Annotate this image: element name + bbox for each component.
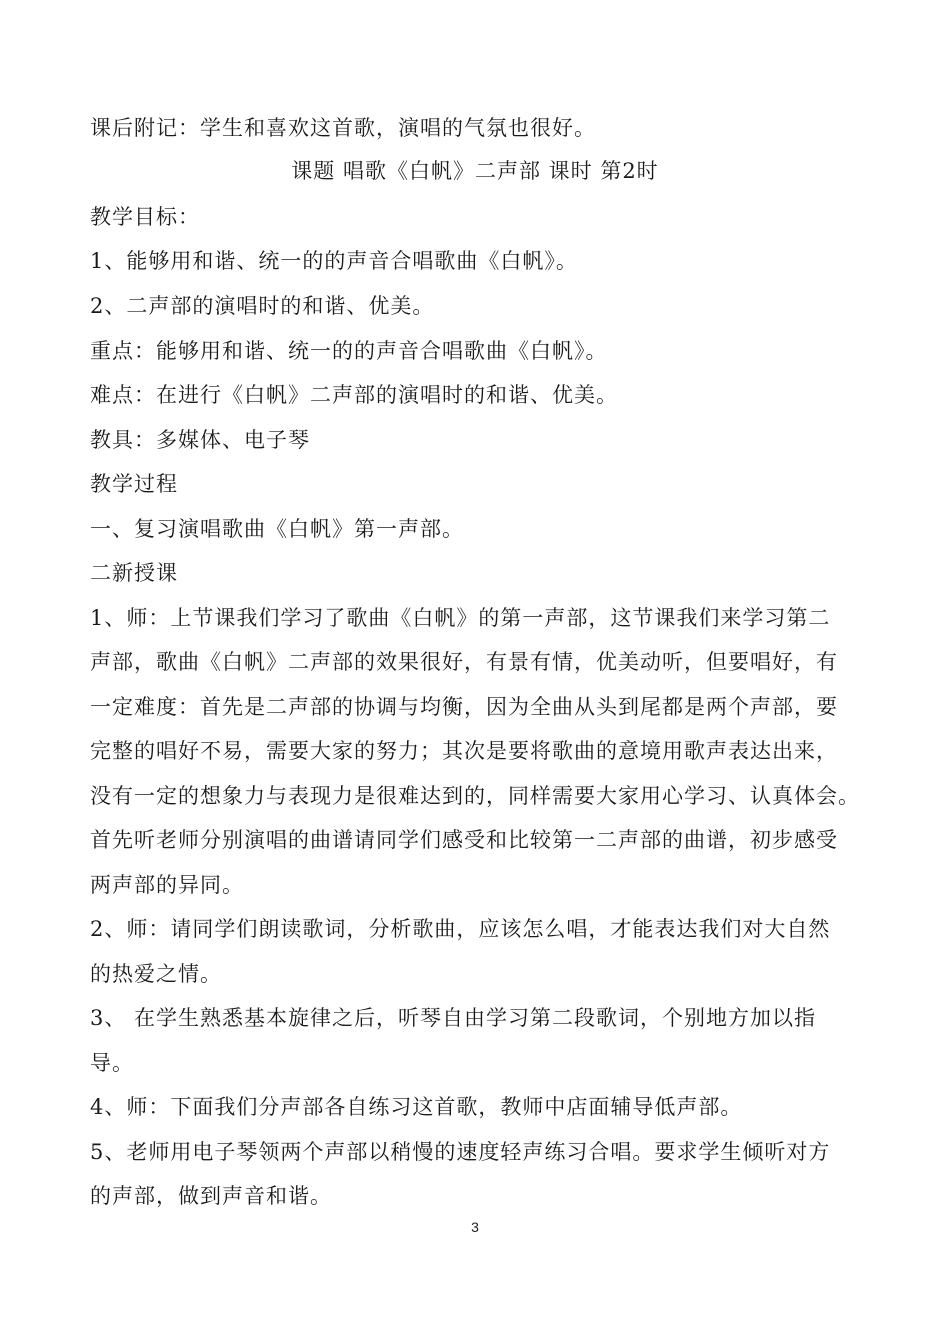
paragraph-line: 两声部的异同。 (90, 873, 244, 897)
teaching-aids: 教具：多媒体、电子琴 (90, 428, 310, 452)
objectives-heading: 教学目标： (90, 205, 200, 229)
paragraph-line: 首先听老师分别演唱的曲谱请同学们感受和比较第一二声部的曲谱，初步感受 (90, 828, 838, 852)
paragraph-line: 没有一定的想象力与表现力是很难达到的，同样需要大家用心学习、认真体会。 (90, 784, 860, 808)
objective-1: 1、能够用和谐、统一的的声音合唱歌曲《白帆》。 (90, 249, 578, 273)
difficulty: 难点：在进行《白帆》二声部的演唱时的和谐、优美。 (90, 383, 618, 407)
paragraph-line: 4、师：下面我们分声部各自练习这首歌，教师中店面辅导低声部。 (90, 1095, 743, 1119)
key-point: 重点：能够用和谐、统一的的声音合唱歌曲《白帆》。 (90, 339, 608, 363)
page-number: 3 (471, 1219, 479, 1235)
paragraph-line: 导。 (90, 1051, 134, 1075)
process-heading: 教学过程 (90, 472, 178, 496)
paragraph-line: 3、 在学生熟悉基本旋律之后，听琴自由学习第二段歌词，个别地方加以指 (90, 1006, 817, 1030)
after-class-note: 课后附记：学生和喜欢这首歌，演唱的气氛也很好。 (90, 116, 596, 140)
paragraph-line: 的声部，做到声音和谐。 (90, 1184, 332, 1208)
objective-2: 2、二声部的演唱时的和谐、优美。 (90, 294, 435, 318)
paragraph-line: 2、师：请同学们朗读歌词，分析歌曲，应该怎么唱，才能表达我们对大自然 (90, 917, 831, 941)
paragraph-line: 声部，歌曲《白帆》二声部的效果很好，有景有情，优美动听，但要唱好，有 (90, 650, 838, 674)
paragraph-line: 1、师：上节课我们学习了歌曲《白帆》的第一声部，这节课我们来学习第二 (90, 606, 831, 630)
new-lesson-heading: 二新授课 (90, 561, 178, 585)
lesson-title: 课题 唱歌《白帆》二声部 课时 第2时 (291, 159, 659, 183)
paragraph-line: 完整的唱好不易，需要大家的努力；其次是要将歌曲的意境用歌声表达出来， (90, 739, 838, 763)
paragraph-line: 的热爱之情。 (90, 962, 222, 986)
paragraph-line: 一定难度：首先是二声部的协调与均衡，因为全曲从头到尾都是两个声部，要 (90, 695, 838, 719)
step-review: 一、复习演唱歌曲《白帆》第一声部。 (90, 517, 464, 541)
paragraph-line: 5、老师用电子琴领两个声部以稍慢的速度轻声练习合唱。要求学生倾听对方 (90, 1140, 831, 1164)
